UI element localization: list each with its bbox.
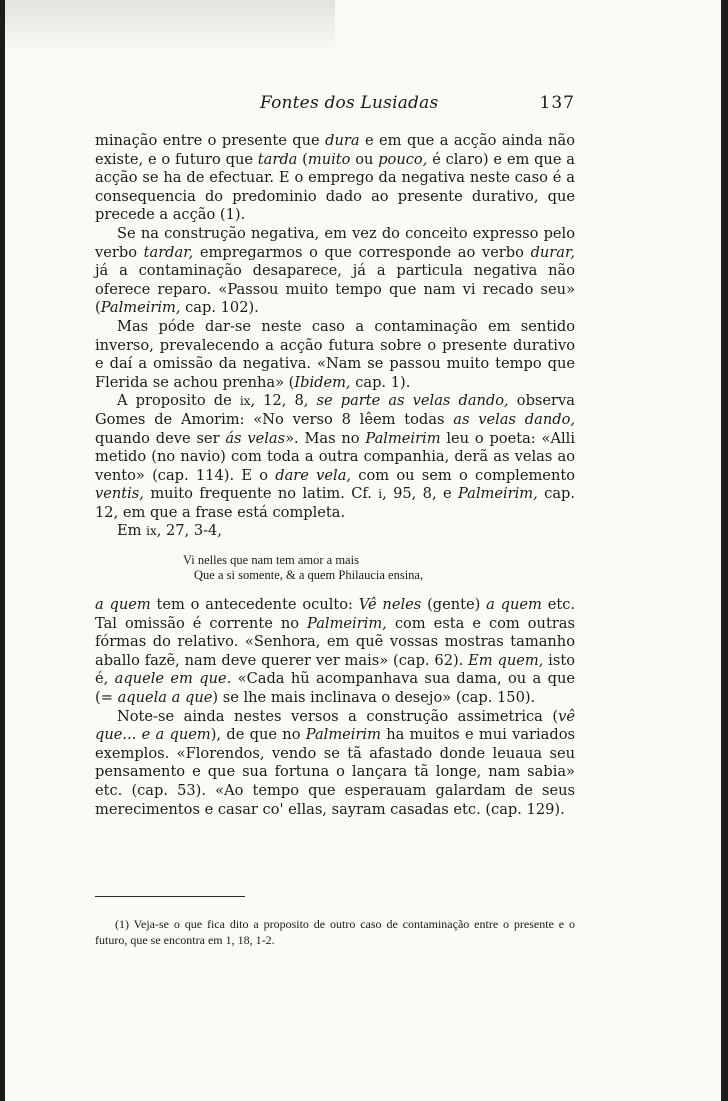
text-run: com ou sem o complemento (351, 466, 575, 484)
text-run: cap. 12, em que a frase está completa. (95, 485, 576, 521)
italic-run: ventis, (95, 485, 144, 503)
text-run: isto é, (95, 651, 575, 688)
main-text (95, 132, 575, 819)
text-run: tem o antecedente oculto: (150, 596, 359, 614)
italic-run: Palmeirim, (457, 485, 538, 503)
italic-run: pouco, (378, 150, 428, 168)
paragraph-3 (95, 318, 575, 392)
text-run: A proposito de (117, 392, 240, 410)
text-run: ( (297, 150, 308, 168)
text-run: ». Mas no (285, 429, 366, 447)
italic-run: vê que... e a quem (95, 707, 575, 744)
text-run: já a contaminação desaparece, já a particula negativa não oferece reparo. «Passou muito tempo que nam vi recado seu» ( (95, 262, 575, 317)
text-run: é claro) e em que a acção se ha de efectuar. E o emprego da negativa neste caso é a consequencia do predominio dado ao presente durativo, que precede a acção (1). (95, 150, 575, 224)
italic-run: dura (325, 132, 360, 149)
text-run: e em que a acção ainda não existe, e o futuro que (95, 132, 575, 168)
scan-shadow (5, 0, 335, 55)
italic-run: Palmeirim (305, 726, 381, 744)
italic-run: as velas dando, (453, 410, 575, 428)
verse-line-1: Vi nelles que nam tem amor a mais (183, 553, 359, 568)
italic-run: durar, (530, 243, 575, 261)
verse-quote (183, 553, 575, 583)
text-run: , 12, 8, (250, 392, 317, 410)
text-run: Em (117, 522, 147, 540)
paragraph-4 (95, 392, 575, 522)
italic-run: Ibidem, (294, 373, 351, 391)
text-run: observa Gomes de Amorim: «No verso 8 lêem todas (95, 392, 575, 428)
text-run: Note-se ainda nestes versos a construção assimetrica ( (117, 707, 559, 725)
text-run: etc. Tal omissão é corrente no (95, 596, 576, 632)
text-run: ha muitos e mui variados exemplos. «Florendos, vendo se tã afastado donde leuaua seu pensamento e que sua fortuna o lançara tã longe, nam sabia» etc. (cap. 53). «Ao tempo que esperauam galardam de seus merecimentos e casar co' ellas, sayram casadas etc. (cap. 129). (95, 726, 575, 818)
italic-run: tardar, (143, 243, 194, 261)
italic-run: Palmeirim, (100, 299, 181, 317)
italic-run: aquele em que. (114, 670, 232, 688)
text-run: «Cada hũ acompanhava sua dama, ou a que (= (95, 670, 576, 707)
text-run: cap. 102). (180, 299, 259, 317)
text-run: minação entre o presente que (95, 132, 326, 149)
page-header (95, 91, 575, 115)
page-number: 137 (539, 93, 575, 113)
text-run: , 27, 3-4, (156, 522, 222, 540)
text-run: Se na construção negativa, em vez do conceito expresso pelo verbo (95, 224, 575, 261)
text-run: (gente) (421, 596, 487, 614)
text-run: ) se lhe mais inclinava o desejo» (cap. 150). (212, 689, 536, 707)
text-run: , 95, 8, e (382, 485, 458, 503)
text-run: ix (146, 524, 157, 539)
footnote: (1) Veja-se o que fica dito a proposito de outro caso de contaminação entre o presente e o futuro, que se encontra em 1, 18, 1-2. (95, 917, 575, 947)
paragraph-6 (95, 596, 575, 708)
text-run: i (378, 487, 383, 502)
text-run: Mas póde dar-se neste caso a contaminação em sentido inverso, prevalecendo a acção futura sobre o presente durativo e daí a omissão da negativa. «Nam se passou muito tempo que Flerida se achou prenha» ( (95, 317, 575, 391)
text-run: cap. 1). (350, 373, 411, 391)
text-run: empregarmos o que corresponde ao verbo (193, 243, 531, 261)
text-run: ix (239, 394, 251, 409)
verse-line-2: Que a si somente, & a quem Philaucia ensina, (194, 568, 424, 583)
paragraph-7 (95, 708, 575, 820)
paragraph-2 (95, 225, 575, 318)
italic-run: a quem (95, 596, 151, 614)
italic-run: muito (307, 150, 351, 168)
italic-run: ás velas (225, 429, 286, 447)
text-run: muito frequente no latim. Cf. (143, 485, 379, 503)
paragraph-1 (95, 132, 575, 225)
italic-run: Palmeirim (365, 429, 441, 447)
footnote-divider (95, 896, 245, 897)
text-run: quando deve ser (95, 429, 226, 447)
italic-run: se parte as velas dando, (316, 392, 509, 410)
text-run: com esta e com outras fórmas do relativo. «Senhora, em quẽ vossas mostras tamanho aballo fazẽ, nam deve querer ver mais» (cap. 62). (95, 614, 575, 669)
text-run: leu o poeta: «Alli metido (no navio) com toda a outra companhia, derã as velas ao vento» (cap. 114). E o (95, 429, 575, 484)
italic-run: Palmeirim, (307, 614, 387, 632)
italic-run: Vê neles (358, 596, 422, 614)
running-title: Fontes dos Lusiadas (260, 93, 439, 113)
italic-run: dare vela, (275, 466, 352, 484)
text-run: ou (350, 150, 379, 168)
paragraph-5 (95, 522, 575, 541)
italic-run: Em quem, (468, 651, 544, 669)
italic-run: a quem (486, 596, 542, 614)
italic-run: aquela a que (117, 689, 213, 707)
text-run: ), de que no (210, 726, 306, 744)
italic-run: tarda (257, 150, 298, 168)
